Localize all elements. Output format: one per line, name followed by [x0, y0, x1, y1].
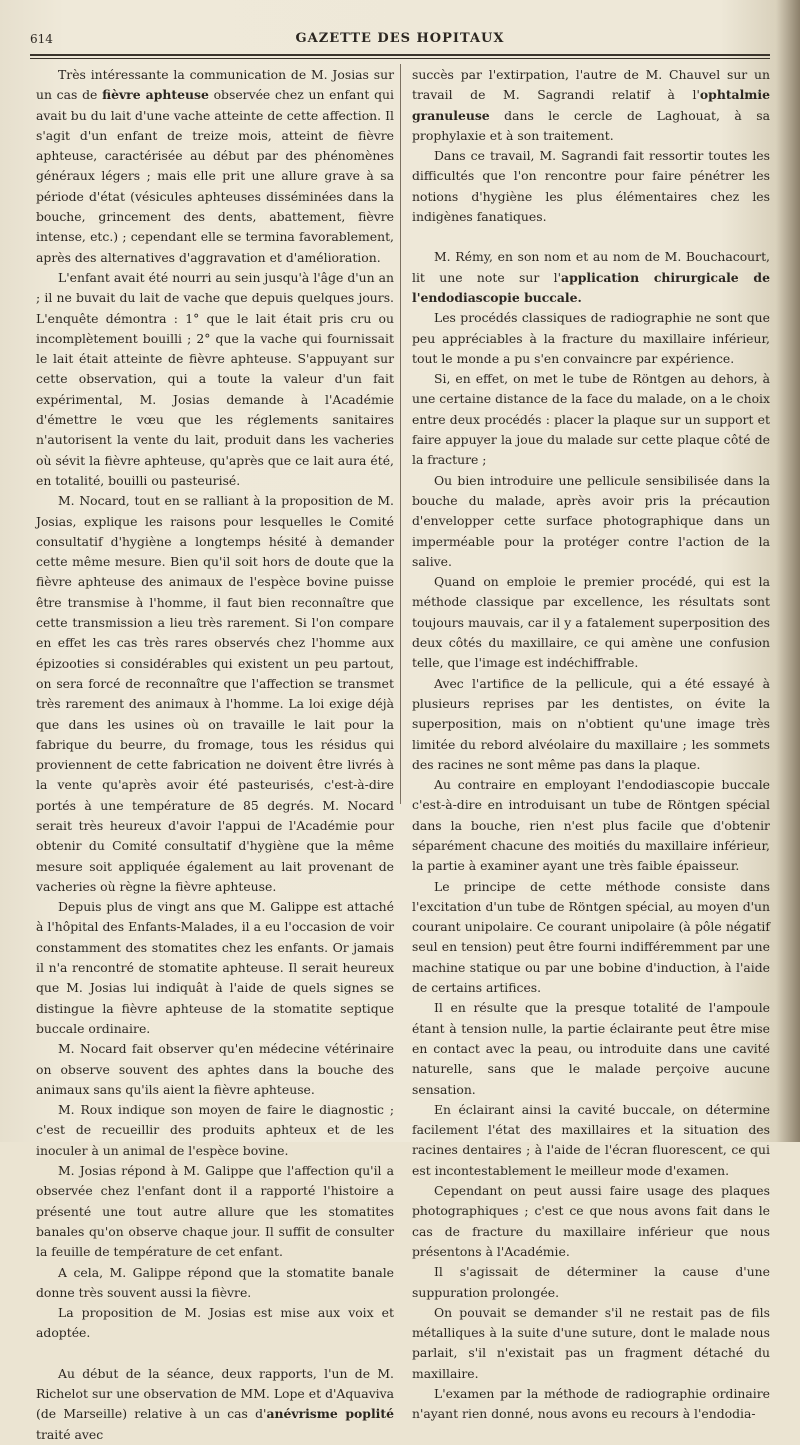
paragraph: M. Roux indique son moyen de faire le diagnostic ; c'est de recueillir des produits aphteux et de les inoculer à un animal de l'espèce bovine. [36, 1102, 394, 1158]
paragraph: Très intéressante la communication de M. Josias sur un cas de fièvre aphteuse observée chez un enfant qui avait bu du lait d'une vache atteinte de cette affection. Il s'agit d'un enfant de treize mois, atteint de fièvre aphteuse, caractérisée au début par des phénomènes généraux légers ; mais elle prit une allure grave à sa période d'état (vésicules aphteuses disséminées dans la bouche, grincement des dents, abattement, fièvre intense, etc.) ; cependant elle se termina favorablement, après des alternatives d'aggravation et d'amélioration. [36, 67, 394, 265]
paragraph: M. Josias répond à M. Galippe que l'affection qu'il a observée chez l'enfant dont il a rapporté l'histoire a présenté une tout autre allure que les stomatites banales qu'on observe chaque jour. Il suffit de consulter la feuille de température de cet enfant. [36, 1163, 394, 1260]
paragraph: En éclairant ainsi la cavité buccale, on détermine facilement l'état des maxillaires et la situation des racines dentaires ; à l'aide de l'écran fluorescent, ce qui est incontestablement le meilleur mode d'examen. [412, 1101, 770, 1178]
paragraph: Avec l'artifice de la pellicule, qui a été essayé à plusieurs reprises par les dentistes, on évite la superposition, mais on n'obtient qu'une image très limitée du rebord alvéolaire du maxillaire ; les sommets des racines ne sont même pas dans la plaque. [412, 675, 770, 772]
paragraph: Il s'agissait de déterminer la cause d'une suppuration prolongée. [412, 1264, 770, 1300]
paragraph: Il en résulte que la presque totalité de l'ampoule étant à tension nulle, la partie éclairante peut être mise en contact avec la peau, ou introduite dans une cavité naturelle, sans que le malade perçoive aucune sensation. [412, 1000, 770, 1097]
paragraph: Quand on emploie le premier procédé, qui est la méthode classique par excellence, les résultats sont toujours mauvais, car il y a fatalement superposition des deux côtés du maxillaire, ce qui amène une confusion telle, que l'image est indéchiffrable. [412, 574, 770, 671]
paragraph: M. Nocard, tout en se ralliant à la proposition de M. Josias, explique les raisons pour lesquelles le Comité consultatif d'hygiène a longtemps hésité à demander cette même mesure. Bien qu'il soit hors de doute que la fièvre aphteuse des animaux de l'espèce bovine puisse être transmise à l'homme, il faut bien reconnaître que cette transmission a lieu très rarement. Si l'on compare en effet les cas très rares observés chez l'homme aux épizooties si considérables qui existent un peu partout, on sera forcé de reconnaître que l'affection se transmet très rarement des animaux à l'homme. La loi exige déjà que dans les usines où on travaille le lait pour la fabrique du beurre, du fromage, tous les résidus qui proviennent de cette fabrication ne doivent être livrés à la vente qu'après avoir été pasteurisés, c'est-à-dire portés à une température de 85 degrés. M. Nocard serait très heureux d'avoir l'appui de l'Académie pour obtenir du Comité consultatif d'hygiène que la même mesure soit appliquée également au lait provenant de vacheries où règne la fièvre aphteuse. [36, 493, 394, 894]
paragraph: Les procédés classiques de radiographie ne sont que peu appréciables à la fracture du maxillaire inférieur, tout le monde a pu s'en convaincre par expérience. [412, 310, 770, 366]
header-rule-thick [30, 54, 770, 56]
paragraph: Le principe de cette méthode consiste dans l'excitation d'un tube de Röntgen spécial, au moyen d'un courant unipolaire. Ce courant unipolaire (à pôle négatif seul en tension) peut être fourni indifféremment par une machine statique ou par une bobine d'induction, à l'aide de certains artifices. [412, 878, 770, 996]
paragraph: L'examen par la méthode de radiographie ordinaire n'ayant rien donné, nous avons eu recours à l'endodia- [412, 1386, 770, 1422]
left-column [36, 65, 394, 1445]
paragraph: Au contraire en employant l'endodiascopie buccale c'est-à-dire en introduisant un tube de Röntgen spécial dans la bouche, rien n'est plus facile que d'obtenir séparément chacune des moitiés du maxillaire inférieur, la partie à examiner ayant une très faible épaisseur. [412, 777, 770, 874]
paragraph: Depuis plus de vingt ans que M. Galippe est attaché à l'hôpital des Enfants-Malades, il a eu l'occasion de voir constamment des stomatites chez les enfants. Or jamais il n'a rencontré de stomatite aphteuse. Il serait heureux que M. Josias lui indiquât à l'aide de quels signes se distingue la fièvre aphteuse de la stomatite septique buccale ordinaire. [36, 899, 394, 1036]
paragraph: La proposition de M. Josias est mise aux voix et adoptée. [36, 1305, 394, 1341]
paragraph: succès par l'extirpation, l'autre de M. Chauvel sur un travail de M. Sagrandi relatif à l'ophtalmie granuleuse dans le cercle de Laghouat, à sa prophylaxie et à son traitement. [412, 67, 770, 143]
paragraph: Cependant on peut aussi faire usage des plaques photographiques ; c'est ce que nous avons fait dans le cas de fracture du maxillaire inférieur que nous présentons à l'Académie. [412, 1183, 770, 1259]
paragraph: Au début de la séance, deux rapports, l'un de M. Richelot sur une observation de MM. Lope et d'Aquaviva (de Marseille) relative à un cas d'anévrisme poplité traité avec [36, 1365, 394, 1442]
paragraph: M. Rémy, en son nom et au nom de M. Bouchacourt, lit une note sur l'application chirurgicale de l'endodiascopie buccale. [412, 249, 770, 305]
paragraph: L'enfant avait été nourri au sein jusqu'à l'âge d'un an ; il ne buvait du lait de vache que depuis quelques jours. L'enquête démontra : 1° que le lait était pris cru ou incomplètement bouilli ; 2° que la vache qui fournissait le lait était atteinte de fièvre aphteuse. S'appuyant sur cette observation, qui a toute la valeur d'un fait expérimental, M. Josias demande à l'Académie d'émettre le vœu que les réglements sanitaires n'autorisent la vente du lait, produit dans les vacheries où sévit la fièvre aphteuse, qu'après que ce lait aura été, en totalité, bouilli ou pasteurisé. [36, 269, 394, 488]
page-header [30, 28, 770, 50]
right-column [412, 65, 770, 1425]
paragraph: On pouvait se demander s'il ne restait pas de fils métalliques à la suite d'une suture, dont le malade nous parlait, s'il n'existait pas un fragment détaché du maxillaire. [412, 1304, 770, 1381]
journal-title: GAZETTE DES HOPITAUX [295, 31, 505, 46]
column-divider [400, 64, 401, 804]
page-number: 614 [30, 32, 53, 46]
paragraph: A cela, M. Galippe répond que la stomatite banale donne très souvent aussi la fièvre. [36, 1264, 394, 1300]
paragraph: M. Nocard fait observer qu'en médecine vétérinaire on observe souvent des aphtes dans la bouche des animaux sans qu'ils aient la fièvre aphteuse. [36, 1041, 394, 1097]
header-rule-thin [30, 58, 770, 59]
paragraph: Dans ce travail, M. Sagrandi fait ressortir toutes les difficultés que l'on rencontre pour faire pénétrer les notions d'hygiène les plus élémentaires chez les indigènes fanatiques. [412, 148, 770, 225]
paragraph: Ou bien introduire une pellicule sensibilisée dans la bouche du malade, après avoir pris la précaution d'envelopper cette surface photographique dans un imperméable pour la protéger contre l'action de la salive. [412, 472, 770, 569]
paragraph: Si, en effet, on met le tube de Röntgen au dehors, à une certaine distance de la face du malade, on a le choix entre deux procédés : placer la plaque sur un support et faire appuyer la joue du malade sur cette plaque côté de la fracture ; [412, 371, 770, 468]
